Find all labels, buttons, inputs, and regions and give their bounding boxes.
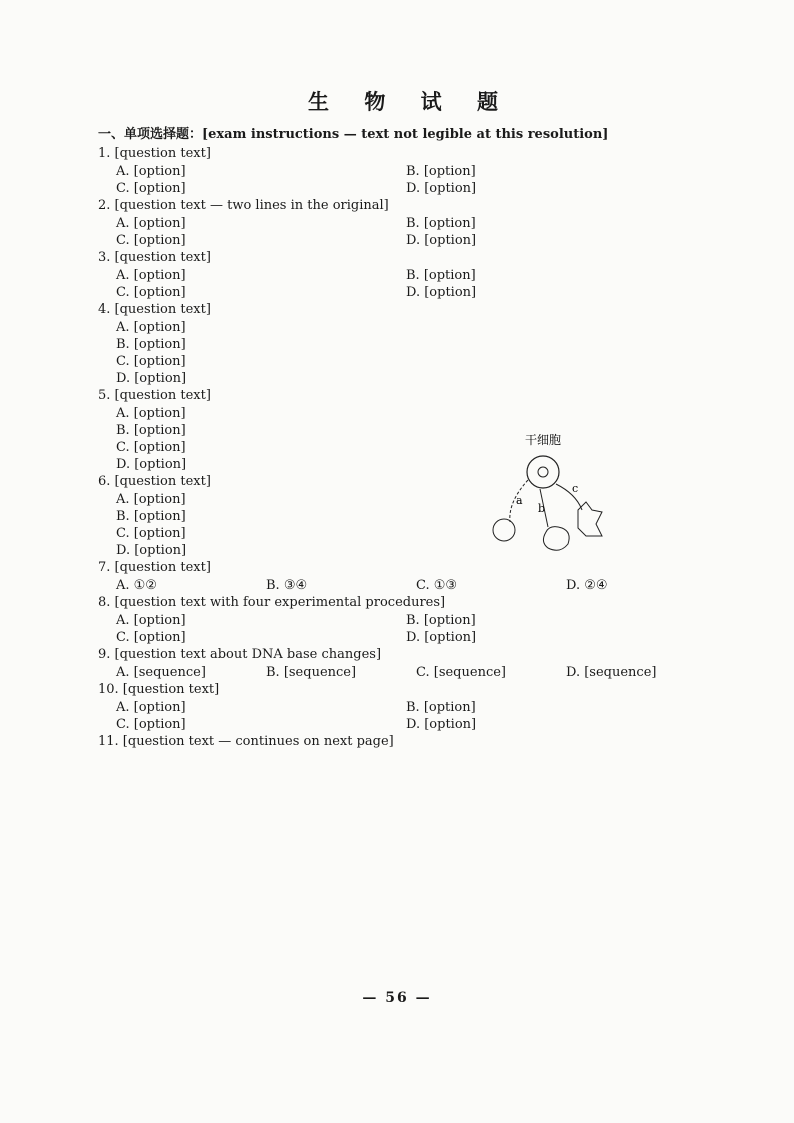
question-stem: 2. [question text — two lines in the original] [98,198,389,213]
question-stem: 7. [question text] [98,560,211,575]
question-stem: 5. [question text] [98,388,211,403]
question-item [98,594,708,646]
question-item [98,681,708,733]
answer-option: C. [option] [116,526,186,541]
question-item [98,301,708,387]
answer-option: B. [option] [116,337,186,352]
answer-option: C. [option] [116,630,186,645]
answer-option: C. [option] [116,233,186,248]
label-b: b [538,502,546,515]
question-item [98,646,708,681]
question-item [98,733,708,750]
option-group [98,163,708,197]
stem-cell-nucleus [538,467,548,477]
question-item [98,387,708,473]
answer-option: A. [option] [116,268,186,283]
answer-option: B. [option] [406,216,476,231]
answer-option: D. [option] [406,181,477,196]
stem-cell-diagram [478,432,608,562]
option-group [98,267,708,301]
question-stem: 10. [question text] [98,682,220,697]
answer-option: A. [option] [116,406,186,421]
option-group [98,612,708,646]
answer-option: D. [option] [406,717,477,732]
answer-option: D. [option] [406,285,477,300]
question-item [98,249,708,301]
answer-option: A. [option] [116,216,186,231]
label-c: c [572,482,579,495]
answer-option: D. [option] [406,630,477,645]
answer-option: D. [option] [116,543,187,558]
option-group [98,699,708,733]
question-stem: 11. [question text — continues on next page] [98,734,394,749]
answer-option: A. [option] [116,320,186,335]
option-group [98,215,708,249]
answer-option: A. [option] [116,700,186,715]
answer-option: D. [option] [406,233,477,248]
option-group [98,577,708,594]
answer-option: D. [option] [116,371,187,386]
answer-option: A. [option] [116,492,186,507]
daughter-cell-shape [493,519,515,541]
question-item [98,197,708,249]
option-group [98,319,708,387]
exam-page [98,86,708,751]
option-group [98,664,708,681]
answer-option: D. [option] [116,457,187,472]
answer-option: B. [sequence] [266,665,357,680]
section-heading: 一、单项选择题：[exam instructions — text not legible at this resolution] [98,127,609,142]
answer-option: C. [option] [116,717,186,732]
answer-option: B. [option] [406,700,476,715]
answer-option: A. [option] [116,164,186,179]
answer-option: C. [option] [116,440,186,455]
answer-option: B. [option] [406,268,476,283]
answer-option: C. [option] [116,354,186,369]
answer-option: D. ②④ [566,578,608,593]
answer-option: B. [option] [116,423,186,438]
page-number: — 56 — [362,990,432,1006]
answer-option: A. [sequence] [116,665,206,680]
question-stem: 1. [question text] [98,146,211,161]
answer-option: B. [option] [406,164,476,179]
answer-option: B. [option] [116,509,186,524]
answer-option: B. ③④ [266,578,308,593]
answer-option: A. [option] [116,613,186,628]
question-list [98,145,708,750]
answer-option: C. [option] [116,181,186,196]
diagram-title: 干细胞 [524,433,562,447]
answer-option: B. [option] [406,613,476,628]
question-stem: 6. [question text] [98,474,211,489]
answer-option: D. [sequence] [566,665,657,680]
differentiated-cell-2 [578,502,602,536]
label-a: a [516,494,523,507]
page-title: 生 物 试 题 [308,89,512,114]
answer-option: A. ①② [116,578,157,593]
answer-option: C. ①③ [416,578,458,593]
answer-option: C. [option] [116,285,186,300]
question-item [98,145,708,197]
question-item [98,473,708,559]
answer-option: C. [sequence] [416,665,506,680]
option-group [98,491,708,559]
question-stem: 9. [question text about DNA base changes] [98,647,382,662]
differentiated-cell-1 [543,527,569,551]
question-stem: 4. [question text] [98,302,211,317]
option-group [98,405,708,473]
question-item [98,559,708,594]
stem-cell-shape [527,456,559,488]
question-stem: 8. [question text with four experimental procedures] [98,595,446,610]
question-stem: 3. [question text] [98,250,211,265]
